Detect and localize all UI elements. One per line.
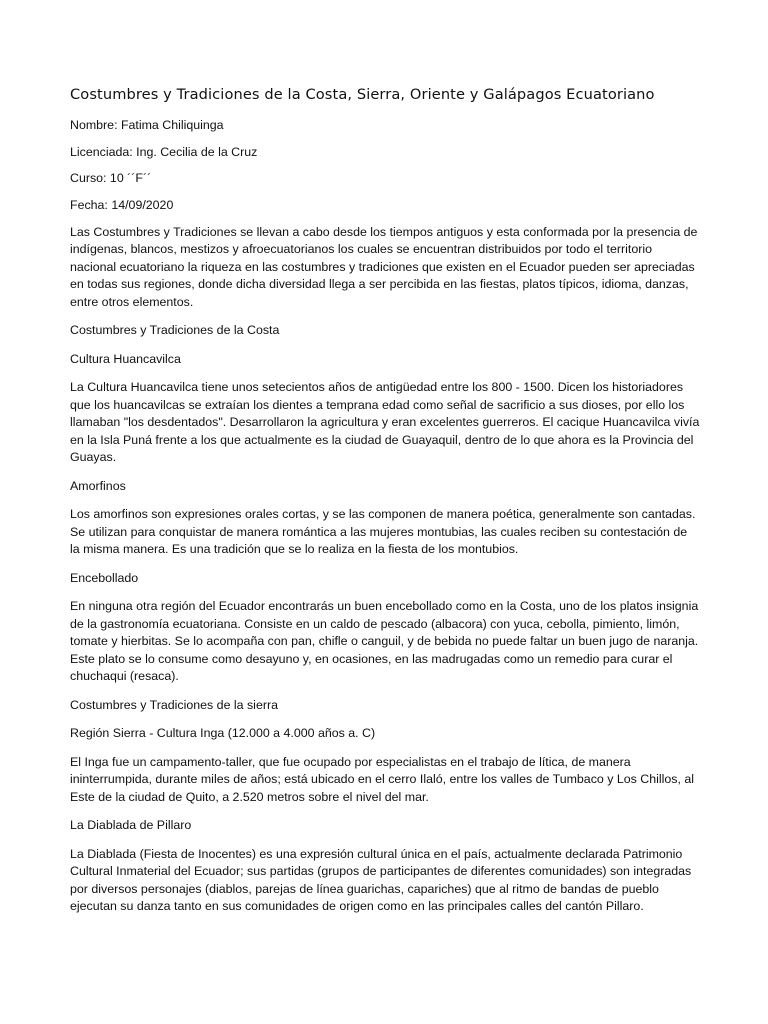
course: Curso: 10 ´´F´´ (70, 171, 152, 186)
document-body (70, 112, 700, 916)
paragraph-amorfinos: Los amorfinos son expresiones orales cortas, y se las componen de manera poética, generalmente son cantadas. Se utilizan para conquistar de manera romántica a las mujeres montubias, las cuales reciben su contestación de la misma manera. Es una tradición que se lo realiza en la fiesta de los montubios. (70, 507, 696, 557)
paragraph-encebollado: En ninguna otra región del Ecuador encontrarás un buen encebollado como en la Costa, uno de los platos insignia de la gastronomía ecuatoriana. Consiste en un caldo de pescado (albacora) con yuca, cebolla, pimiento, limón, tomate y hierbitas. Se lo acompaña con pan, chifle o canguil, y de bebida no puede faltar un buen jugo de naranja. Este plato se lo consume como desayuno y, en ocasiones, en las madrugadas como un remedio para curar el chuchaqui (resaca). (70, 599, 699, 684)
document-meta (70, 112, 700, 219)
student-name: Nombre: Fatima Chiliquinga (70, 118, 224, 132)
subheading-encebollado: Encebollado (70, 570, 139, 585)
section-heading-sierra: Costumbres y Tradiciones de la sierra (70, 697, 278, 712)
section-heading-costa: Costumbres y Tradiciones de la Costa (70, 323, 280, 338)
teacher-name: Licenciada: Ing. Cecilia de la Cruz (70, 144, 258, 159)
subheading-diablada: La Diablada de Pillaro (70, 818, 192, 833)
paragraph-huancavilca: La Cultura Huancavilca tiene unos setecientos años de antigüedad entre los 800 - 1500. Dicen los historiadores que los huancavilcas se extraían los dientes a temprana edad como señal de sacrificio a sus dioses, por ello los llamaban "los desdentados". Desarrollaron la agricultura y eran excelentes guerreros. El cacique Huancavilca vivía en la Isla Puná frente a los que actualmente es la ciudad de Guayaquil, dentro de lo que ahora es la Provincia del Guayas. (70, 380, 700, 465)
paragraph-inga: El Inga fue un campamento-taller, que fue ocupado por especialistas en el trabajo de lítica, de manera ininterrumpida, durante miles de años; está ubicado en el cerro Ilaló, entre los valles de Tumbaco y Los Chillos, al Este de la ciudad de Quito, a 2.520 metros sobre el nivel del mar. (70, 754, 694, 804)
subheading-inga: Región Sierra - Cultura Inga (12.000 a 4.000 años a. C) (70, 726, 376, 741)
subheading-amorfinos: Amorfinos (70, 478, 126, 493)
intro-paragraph: Las Costumbres y Tradiciones se llevan a cabo desde los tiempos antiguos y esta conformada por la presencia de indígenas, blancos, mestizos y afroecuatorianos los cuales se encuentran distribuidos por todo el territorio nacional ecuatoriano la riqueza en las costumbres y tradiciones que existen en el Ecuador pueden ser apreciadas en todas sus regiones, donde dicha diversidad llega a ser percibida en las fiestas, platos típicos, idioma, danzas, entre otros elementos. (70, 224, 698, 309)
date: Fecha: 14/09/2020 (70, 198, 174, 213)
paragraph-diablada: La Diablada (Fiesta de Inocentes) es una expresión cultural única en el país, actualmente declarada Patrimonio Cultural Inmaterial del Ecuador; sus partidas (grupos de participantes de diferentes comunidades) son integradas por diversos personajes (diablos, parejas de línea guarichas, capariches) que al ritmo de bandas de pueblo ejecutan su danza tanto en sus comunidades de origen como en las principales calles del cantón Pillaro. (70, 846, 692, 914)
subheading-huancavilca: Cultura Huancavilca (70, 351, 181, 366)
document-title: Costumbres y Tradiciones de la Costa, Sierra, Oriente y Galápagos Ecuatoriano (70, 86, 655, 103)
